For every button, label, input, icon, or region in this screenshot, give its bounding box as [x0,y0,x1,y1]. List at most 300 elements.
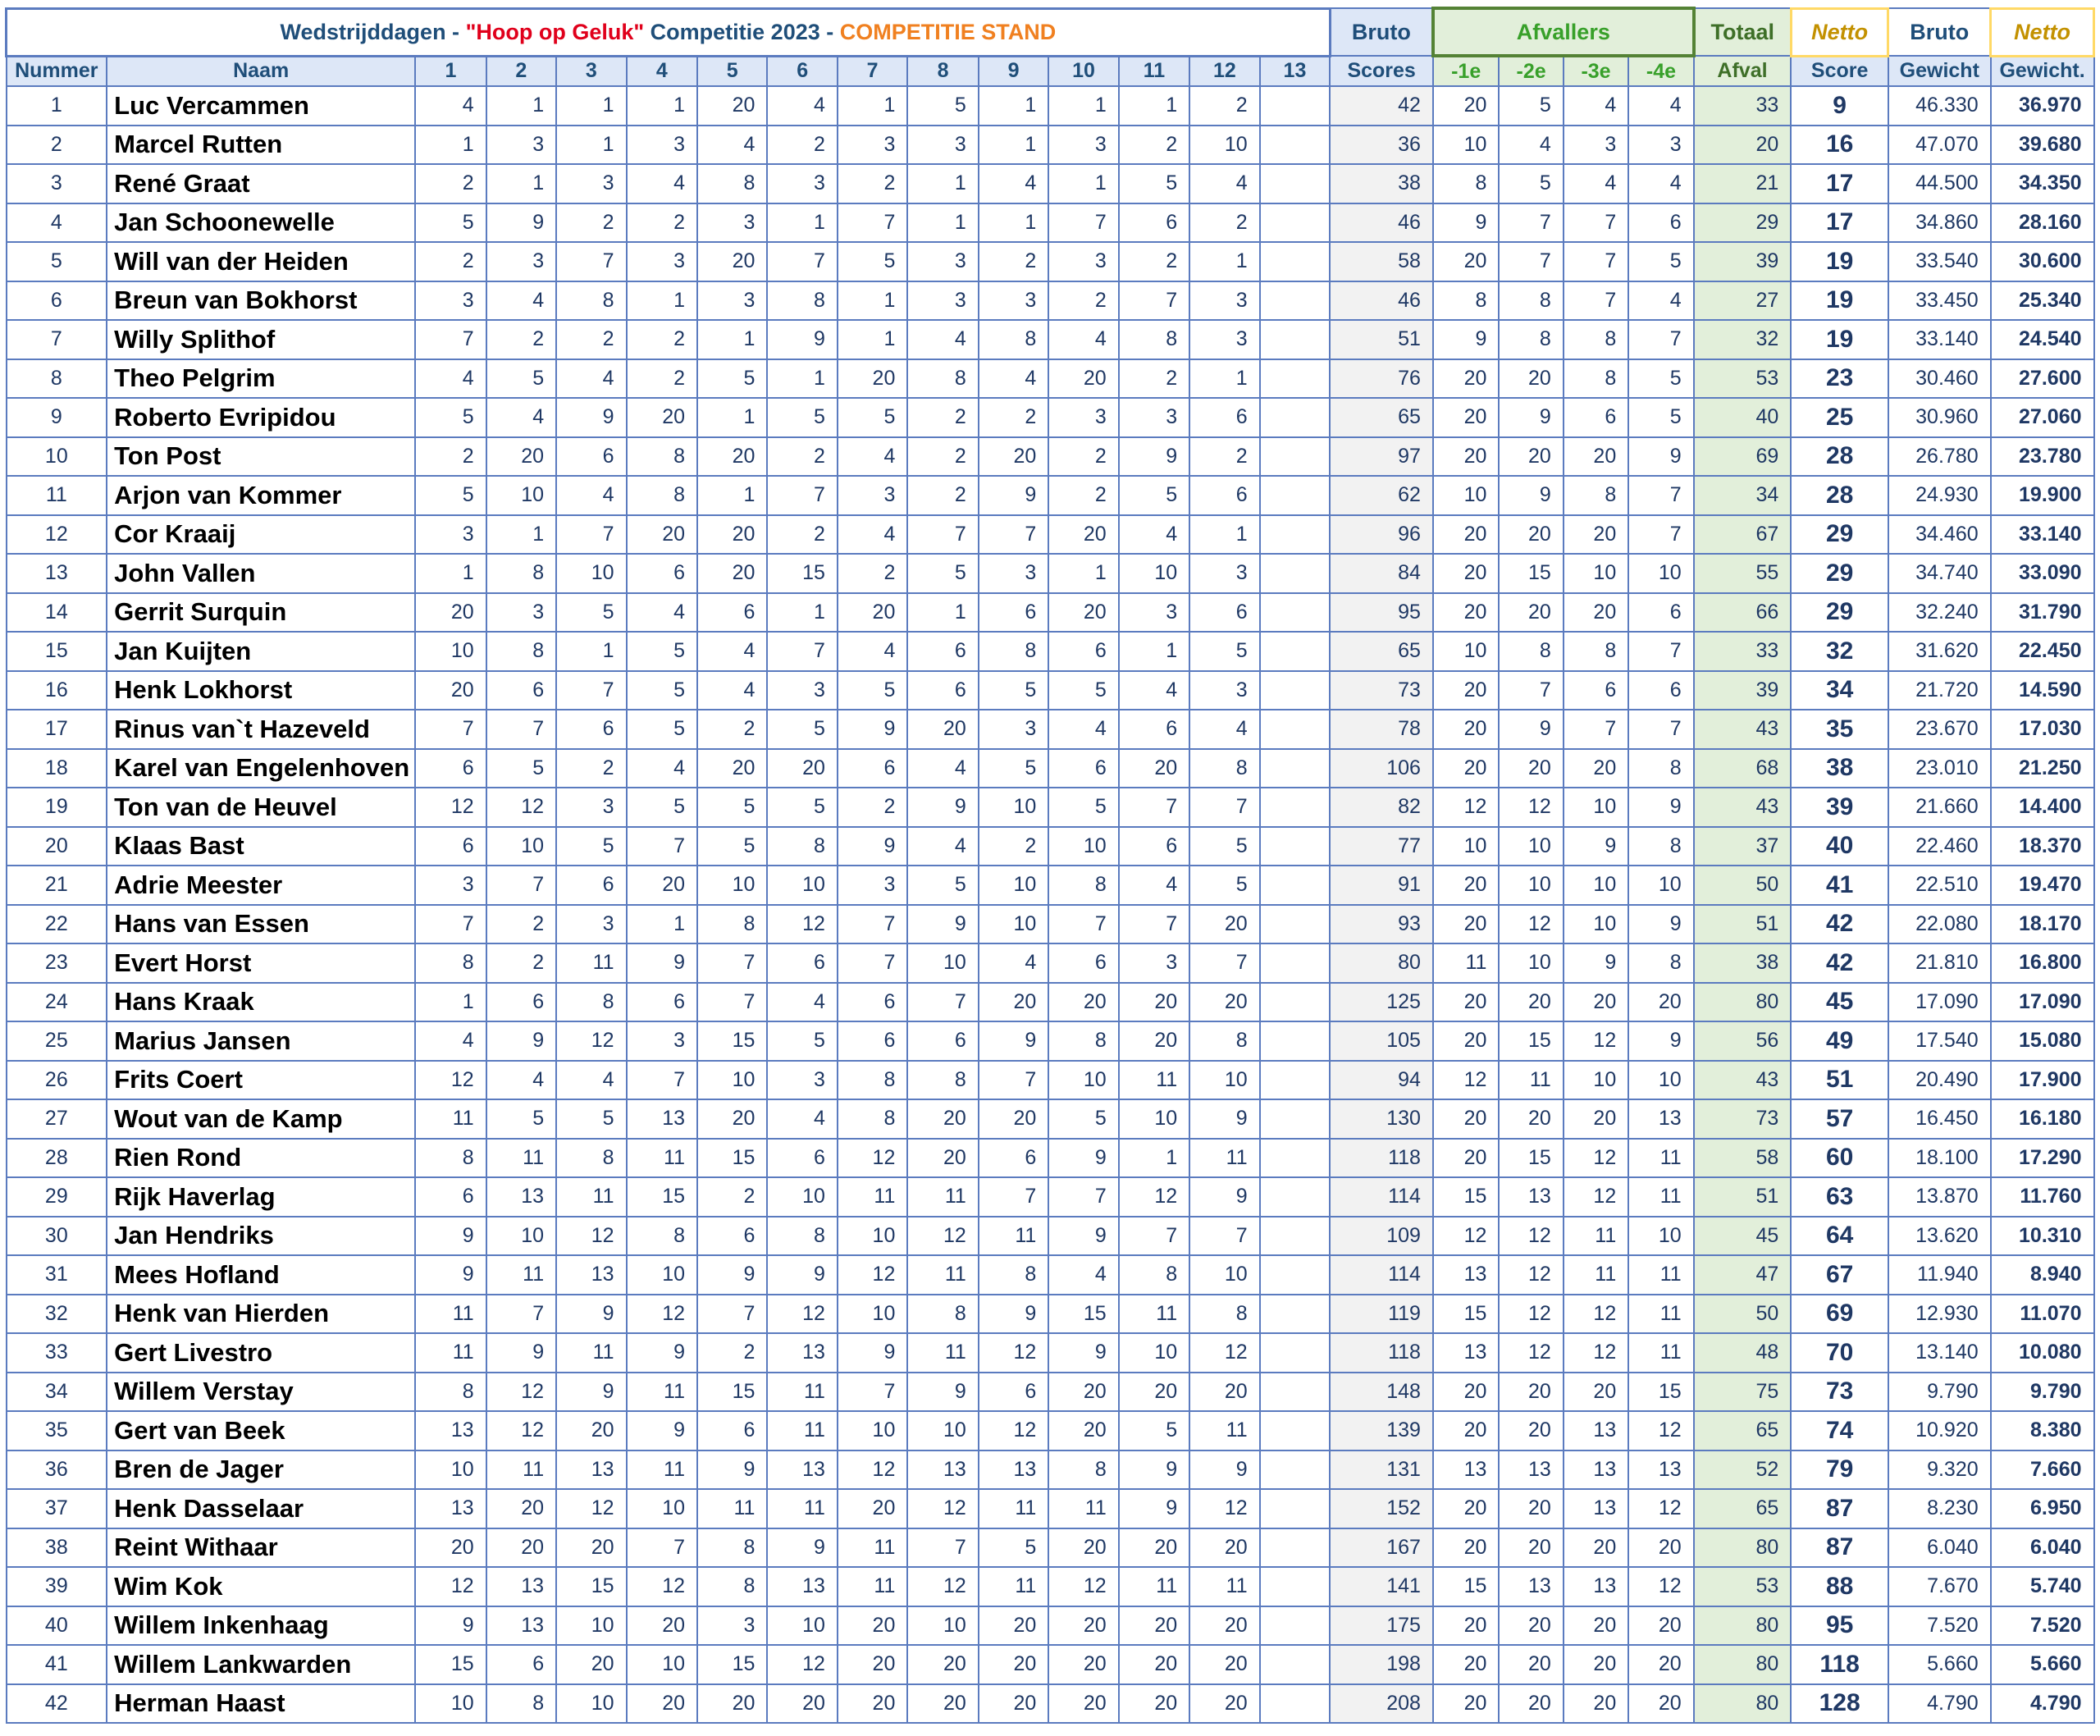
cell-round: 13 [767,1567,837,1606]
cell-afvaller: 8 [1564,632,1628,671]
cell-round: 4 [907,827,978,866]
cell-round: 3 [415,281,486,321]
cell-round: 20 [697,1684,767,1724]
cell-nummer: 3 [7,164,107,203]
cell-round: 7 [1048,203,1118,243]
cell-afvaller: 15 [1433,1567,1499,1606]
cell-afvaller: 7 [1628,515,1693,555]
cell-naam: Henk Lokhorst [107,671,415,710]
cell-afvaller: 20 [1433,242,1499,281]
cell-round: 12 [767,1295,837,1334]
cell-round [1260,398,1331,437]
cell-round: 9 [838,710,907,749]
cell-round: 9 [907,905,978,944]
cell-round: 7 [1048,905,1118,944]
cell-netto-score: 40 [1791,827,1888,866]
cell-round: 6 [767,943,837,983]
cell-round: 5 [486,749,556,788]
cell-round: 10 [486,476,556,515]
header-bruto: Bruto [1330,8,1433,56]
cell-bruto-gewicht: 13.620 [1888,1217,1991,1256]
cell-netto-score: 25 [1791,398,1888,437]
cell-round: 5 [1119,476,1189,515]
cell-nummer: 35 [7,1411,107,1450]
cell-round: 8 [1048,1021,1118,1061]
cell-netto-score: 23 [1791,359,1888,399]
cell-round: 5 [1048,671,1118,710]
cell-round: 1 [415,554,486,593]
cell-nummer: 27 [7,1099,107,1139]
cell-round: 2 [767,126,837,165]
cell-bruto-gewicht: 20.490 [1888,1061,1991,1100]
cell-round: 8 [1048,1450,1118,1490]
cell-afvaller: 11 [1433,943,1499,983]
cell-afvaller: 15 [1628,1373,1693,1412]
cell-totaal-afval: 58 [1694,1139,1792,1178]
cell-round [1260,1373,1331,1412]
cell-netto-score: 42 [1791,905,1888,944]
cell-bruto-score: 95 [1330,593,1433,633]
cell-afvaller: 20 [1564,1606,1628,1646]
cell-afvaller: 13 [1628,1450,1693,1490]
cell-round: 11 [979,1489,1048,1528]
cell-round: 2 [1119,359,1189,399]
cell-round: 9 [767,1528,837,1568]
cell-naam: René Graat [107,164,415,203]
cell-round: 12 [627,1567,697,1606]
cell-round: 1 [907,203,978,243]
cell-nummer: 37 [7,1489,107,1528]
cell-round: 11 [1189,1139,1259,1178]
table-row [7,1177,2094,1217]
cell-totaal-afval: 80 [1694,1528,1792,1568]
cell-round: 8 [979,632,1048,671]
cell-afvaller: 20 [1433,554,1499,593]
cell-round: 4 [1189,710,1259,749]
cell-afvaller: 15 [1499,1021,1563,1061]
cell-naam: Willy Splithof [107,320,415,359]
cell-totaal-afval: 38 [1694,943,1792,983]
cell-round: 20 [486,1528,556,1568]
cell-round: 4 [486,398,556,437]
title-row [7,8,2094,56]
cell-bruto-gewicht: 33.140 [1888,320,1991,359]
cell-round: 3 [1189,554,1259,593]
cell-round: 1 [838,86,907,126]
cell-afvaller: 12 [1499,1295,1563,1334]
table-row [7,476,2094,515]
cell-totaal-afval: 68 [1694,749,1792,788]
cell-afvaller: 20 [1499,1606,1563,1646]
cell-round: 10 [1189,1061,1259,1100]
title-part-4: COMPETITIE STAND [839,19,1057,44]
cell-netto-gewicht: 8.380 [1991,1411,2094,1450]
cell-netto-score: 49 [1791,1021,1888,1061]
cell-round: 8 [486,1684,556,1724]
cell-naam: Willem Lankwarden [107,1645,415,1684]
cell-netto-gewicht: 10.080 [1991,1333,2094,1373]
cell-round: 8 [556,1139,626,1178]
cell-round [1260,710,1331,749]
cell-netto-score: 69 [1791,1295,1888,1334]
cell-round: 6 [907,671,978,710]
cell-round: 20 [1119,1528,1189,1568]
cell-netto-score: 79 [1791,1450,1888,1490]
cell-bruto-gewicht: 46.330 [1888,86,1991,126]
cell-afvaller: 20 [1499,437,1563,477]
cell-bruto-score: 93 [1330,905,1433,944]
cell-naam: Jan Schoonewelle [107,203,415,243]
cell-round [1260,126,1331,165]
cell-round: 15 [767,554,837,593]
cell-totaal-afval: 53 [1694,1567,1792,1606]
cell-afvaller: 20 [1564,515,1628,555]
cell-round: 20 [907,710,978,749]
cell-bruto-gewicht: 33.540 [1888,242,1991,281]
cell-afvaller: 20 [1433,1139,1499,1178]
cell-bruto-score: 77 [1330,827,1433,866]
table-row [7,943,2094,983]
column-header: Naam [107,56,415,86]
cell-round: 12 [907,1567,978,1606]
cell-round: 3 [907,126,978,165]
cell-afvaller: 8 [1564,320,1628,359]
cell-afvaller: 11 [1564,1255,1628,1295]
cell-round: 10 [556,1684,626,1724]
cell-round: 9 [907,1373,978,1412]
cell-round: 20 [415,593,486,633]
cell-round: 7 [907,515,978,555]
cell-round: 4 [1048,710,1118,749]
cell-round: 13 [556,1450,626,1490]
cell-round: 10 [415,1450,486,1490]
cell-naam: Henk van Hierden [107,1295,415,1334]
cell-bruto-gewicht: 34.460 [1888,515,1991,555]
cell-round: 15 [415,1645,486,1684]
cell-round: 3 [627,1021,697,1061]
cell-round: 2 [907,476,978,515]
cell-netto-gewicht: 14.400 [1991,788,2094,827]
cell-round: 3 [415,866,486,905]
cell-afvaller: 11 [1628,1333,1693,1373]
cell-afvaller: 10 [1499,827,1563,866]
cell-afvaller: 8 [1564,359,1628,399]
cell-round: 20 [1048,593,1118,633]
column-header: 1 [415,56,486,86]
cell-round: 3 [1189,320,1259,359]
cell-bruto-score: 208 [1330,1684,1433,1724]
cell-round: 3 [1048,242,1118,281]
cell-round: 3 [627,242,697,281]
cell-nummer: 8 [7,359,107,399]
cell-afvaller: 20 [1564,437,1628,477]
cell-afvaller: 20 [1433,866,1499,905]
cell-bruto-gewicht: 21.810 [1888,943,1991,983]
cell-round: 11 [979,1217,1048,1256]
cell-round: 9 [767,320,837,359]
cell-round: 5 [767,788,837,827]
cell-round: 11 [556,943,626,983]
cell-netto-score: 41 [1791,866,1888,905]
cell-round: 3 [486,242,556,281]
cell-round: 5 [838,398,907,437]
cell-afvaller: 20 [1499,1489,1563,1528]
cell-round: 1 [556,126,626,165]
cell-round: 10 [979,905,1048,944]
cell-round: 3 [838,866,907,905]
table-row [7,1139,2094,1178]
cell-bruto-score: 38 [1330,164,1433,203]
cell-nummer: 7 [7,320,107,359]
cell-round: 12 [979,1411,1048,1450]
cell-bruto-score: 65 [1330,632,1433,671]
cell-bruto-score: 94 [1330,1061,1433,1100]
cell-round: 9 [979,1021,1048,1061]
cell-naam: Gerrit Surquin [107,593,415,633]
cell-round: 7 [1189,788,1259,827]
cell-totaal-afval: 50 [1694,1295,1792,1334]
cell-round: 10 [486,1217,556,1256]
cell-bruto-score: 36 [1330,126,1433,165]
cell-round: 4 [627,749,697,788]
cell-afvaller: 20 [1499,1645,1563,1684]
cell-round: 5 [907,866,978,905]
cell-totaal-afval: 80 [1694,1684,1792,1724]
cell-totaal-afval: 39 [1694,671,1792,710]
cell-round: 8 [838,1099,907,1139]
cell-round: 11 [1189,1567,1259,1606]
cell-round: 2 [415,437,486,477]
cell-afvaller: 4 [1499,126,1563,165]
cell-round: 5 [556,593,626,633]
cell-round: 9 [627,943,697,983]
cell-afvaller: 20 [1433,1645,1499,1684]
cell-round: 7 [556,242,626,281]
cell-round: 5 [767,398,837,437]
cell-round: 10 [697,1061,767,1100]
cell-round [1260,632,1331,671]
cell-round: 11 [486,1450,556,1490]
cell-round: 3 [1119,593,1189,633]
cell-round: 9 [1189,1450,1259,1490]
cell-netto-gewicht: 36.970 [1991,86,2094,126]
cell-round: 12 [907,1489,978,1528]
cell-afvaller: 20 [1433,1021,1499,1061]
cell-round: 3 [486,126,556,165]
cell-afvaller: 20 [1499,1099,1563,1139]
cell-netto-gewicht: 17.030 [1991,710,2094,749]
cell-round: 6 [838,749,907,788]
cell-afvaller: 10 [1564,905,1628,944]
cell-totaal-afval: 65 [1694,1489,1792,1528]
cell-afvaller: 20 [1499,983,1563,1022]
cell-round: 2 [415,242,486,281]
cell-round: 4 [979,164,1048,203]
cell-afvaller: 20 [1433,710,1499,749]
cell-afvaller: 20 [1433,749,1499,788]
cell-round: 1 [979,86,1048,126]
cell-round: 20 [979,1684,1048,1724]
cell-naam: Rinus van`t Hazeveld [107,710,415,749]
cell-naam: Gert van Beek [107,1411,415,1450]
cell-round [1260,788,1331,827]
cell-round: 9 [556,398,626,437]
cell-totaal-afval: 21 [1694,164,1792,203]
cell-round: 7 [838,203,907,243]
cell-round [1260,203,1331,243]
cell-round: 11 [627,1373,697,1412]
cell-round: 2 [907,437,978,477]
cell-naam: Rijk Haverlag [107,1177,415,1217]
cell-totaal-afval: 75 [1694,1373,1792,1412]
cell-netto-gewicht: 31.790 [1991,593,2094,633]
cell-round: 20 [979,1099,1048,1139]
cell-round: 7 [1189,1217,1259,1256]
cell-round: 20 [1048,1684,1118,1724]
cell-netto-gewicht: 17.900 [1991,1061,2094,1100]
cell-round: 20 [907,1099,978,1139]
cell-round: 8 [1189,1021,1259,1061]
cell-round: 8 [1189,749,1259,788]
cell-round: 20 [627,515,697,555]
cell-round: 3 [838,476,907,515]
cell-bruto-score: 118 [1330,1333,1433,1373]
cell-afvaller: 20 [1628,1528,1693,1568]
cell-round: 20 [1048,359,1118,399]
cell-nummer: 38 [7,1528,107,1568]
cell-round: 15 [1048,1295,1118,1334]
cell-round: 1 [1048,554,1118,593]
cell-round: 8 [979,1255,1048,1295]
cell-afvaller: 10 [1433,827,1499,866]
cell-afvaller: 20 [1564,1373,1628,1412]
cell-round: 20 [627,866,697,905]
cell-round: 1 [838,281,907,321]
cell-round: 5 [627,671,697,710]
cell-round: 20 [1119,1645,1189,1684]
cell-afvaller: 20 [1564,1645,1628,1684]
cell-round: 8 [627,1217,697,1256]
cell-round: 3 [767,671,837,710]
cell-afvaller: 20 [1499,1411,1563,1450]
cell-afvaller: 20 [1433,86,1499,126]
cell-bruto-score: 73 [1330,671,1433,710]
cell-bruto-gewicht: 5.660 [1888,1645,1991,1684]
table-row [7,1684,2094,1724]
cell-bruto-gewicht: 34.740 [1888,554,1991,593]
cell-afvaller: 15 [1499,1139,1563,1178]
cell-round [1260,554,1331,593]
cell-round: 20 [838,593,907,633]
cell-naam: Bren de Jager [107,1450,415,1490]
cell-naam: Theo Pelgrim [107,359,415,399]
cell-totaal-afval: 80 [1694,1606,1792,1646]
column-header: Score [1791,56,1888,86]
cell-round: 7 [1048,1177,1118,1217]
cell-round: 20 [907,1645,978,1684]
cell-nummer: 12 [7,515,107,555]
cell-round: 5 [767,1021,837,1061]
cell-afvaller: 12 [1564,1177,1628,1217]
cell-naam: Ton Post [107,437,415,477]
cell-round: 1 [1119,86,1189,126]
cell-afvaller: 6 [1628,593,1693,633]
cell-netto-score: 87 [1791,1528,1888,1568]
table-row [7,1333,2094,1373]
cell-nummer: 18 [7,749,107,788]
cell-afvaller: 11 [1628,1177,1693,1217]
cell-afvaller: 20 [1499,515,1563,555]
cell-round: 20 [1189,1373,1259,1412]
cell-round: 1 [907,164,978,203]
cell-round: 6 [415,749,486,788]
cell-bruto-score: 130 [1330,1099,1433,1139]
cell-bruto-gewicht: 34.860 [1888,203,1991,243]
table-row [7,1373,2094,1412]
cell-netto-gewicht: 21.250 [1991,749,2094,788]
cell-afvaller: 20 [1499,749,1563,788]
cell-afvaller: 3 [1564,126,1628,165]
table-row [7,671,2094,710]
cell-totaal-afval: 32 [1694,320,1792,359]
cell-round: 7 [767,632,837,671]
column-header: 8 [907,56,978,86]
cell-round: 5 [838,242,907,281]
cell-afvaller: 13 [1499,1567,1563,1606]
cell-afvaller: 20 [1433,515,1499,555]
cell-round [1260,1295,1331,1334]
cell-round: 9 [1189,1099,1259,1139]
cell-round: 7 [415,905,486,944]
cell-round: 6 [1189,476,1259,515]
cell-totaal-afval: 67 [1694,515,1792,555]
cell-round: 4 [697,126,767,165]
cell-round: 12 [838,1450,907,1490]
cell-round: 20 [1189,1684,1259,1724]
cell-round: 3 [697,1606,767,1646]
cell-netto-score: 57 [1791,1099,1888,1139]
cell-naam: Henk Dasselaar [107,1489,415,1528]
cell-round: 4 [838,632,907,671]
cell-round: 3 [1189,281,1259,321]
cell-afvaller: 12 [1499,905,1563,944]
cell-round: 4 [1048,1255,1118,1295]
cell-round: 7 [415,320,486,359]
cell-afvaller: 8 [1628,943,1693,983]
cell-round: 10 [1048,1061,1118,1100]
cell-round: 6 [556,710,626,749]
cell-bruto-score: 109 [1330,1217,1433,1256]
cell-round [1260,86,1331,126]
cell-round: 8 [415,1139,486,1178]
cell-round: 9 [1189,1177,1259,1217]
cell-round: 11 [1119,1061,1189,1100]
cell-round: 3 [697,281,767,321]
cell-round: 5 [1189,632,1259,671]
cell-naam: Luc Vercammen [107,86,415,126]
cell-netto-score: 73 [1791,1373,1888,1412]
cell-afvaller: 7 [1499,671,1563,710]
cell-afvaller: 4 [1628,86,1693,126]
cell-round: 5 [415,476,486,515]
cell-round: 5 [697,359,767,399]
cell-afvaller: 8 [1433,164,1499,203]
cell-round: 1 [697,320,767,359]
cell-round: 20 [697,749,767,788]
cell-bruto-gewicht: 21.720 [1888,671,1991,710]
cell-afvaller: 5 [1628,398,1693,437]
cell-round: 9 [1119,1450,1189,1490]
